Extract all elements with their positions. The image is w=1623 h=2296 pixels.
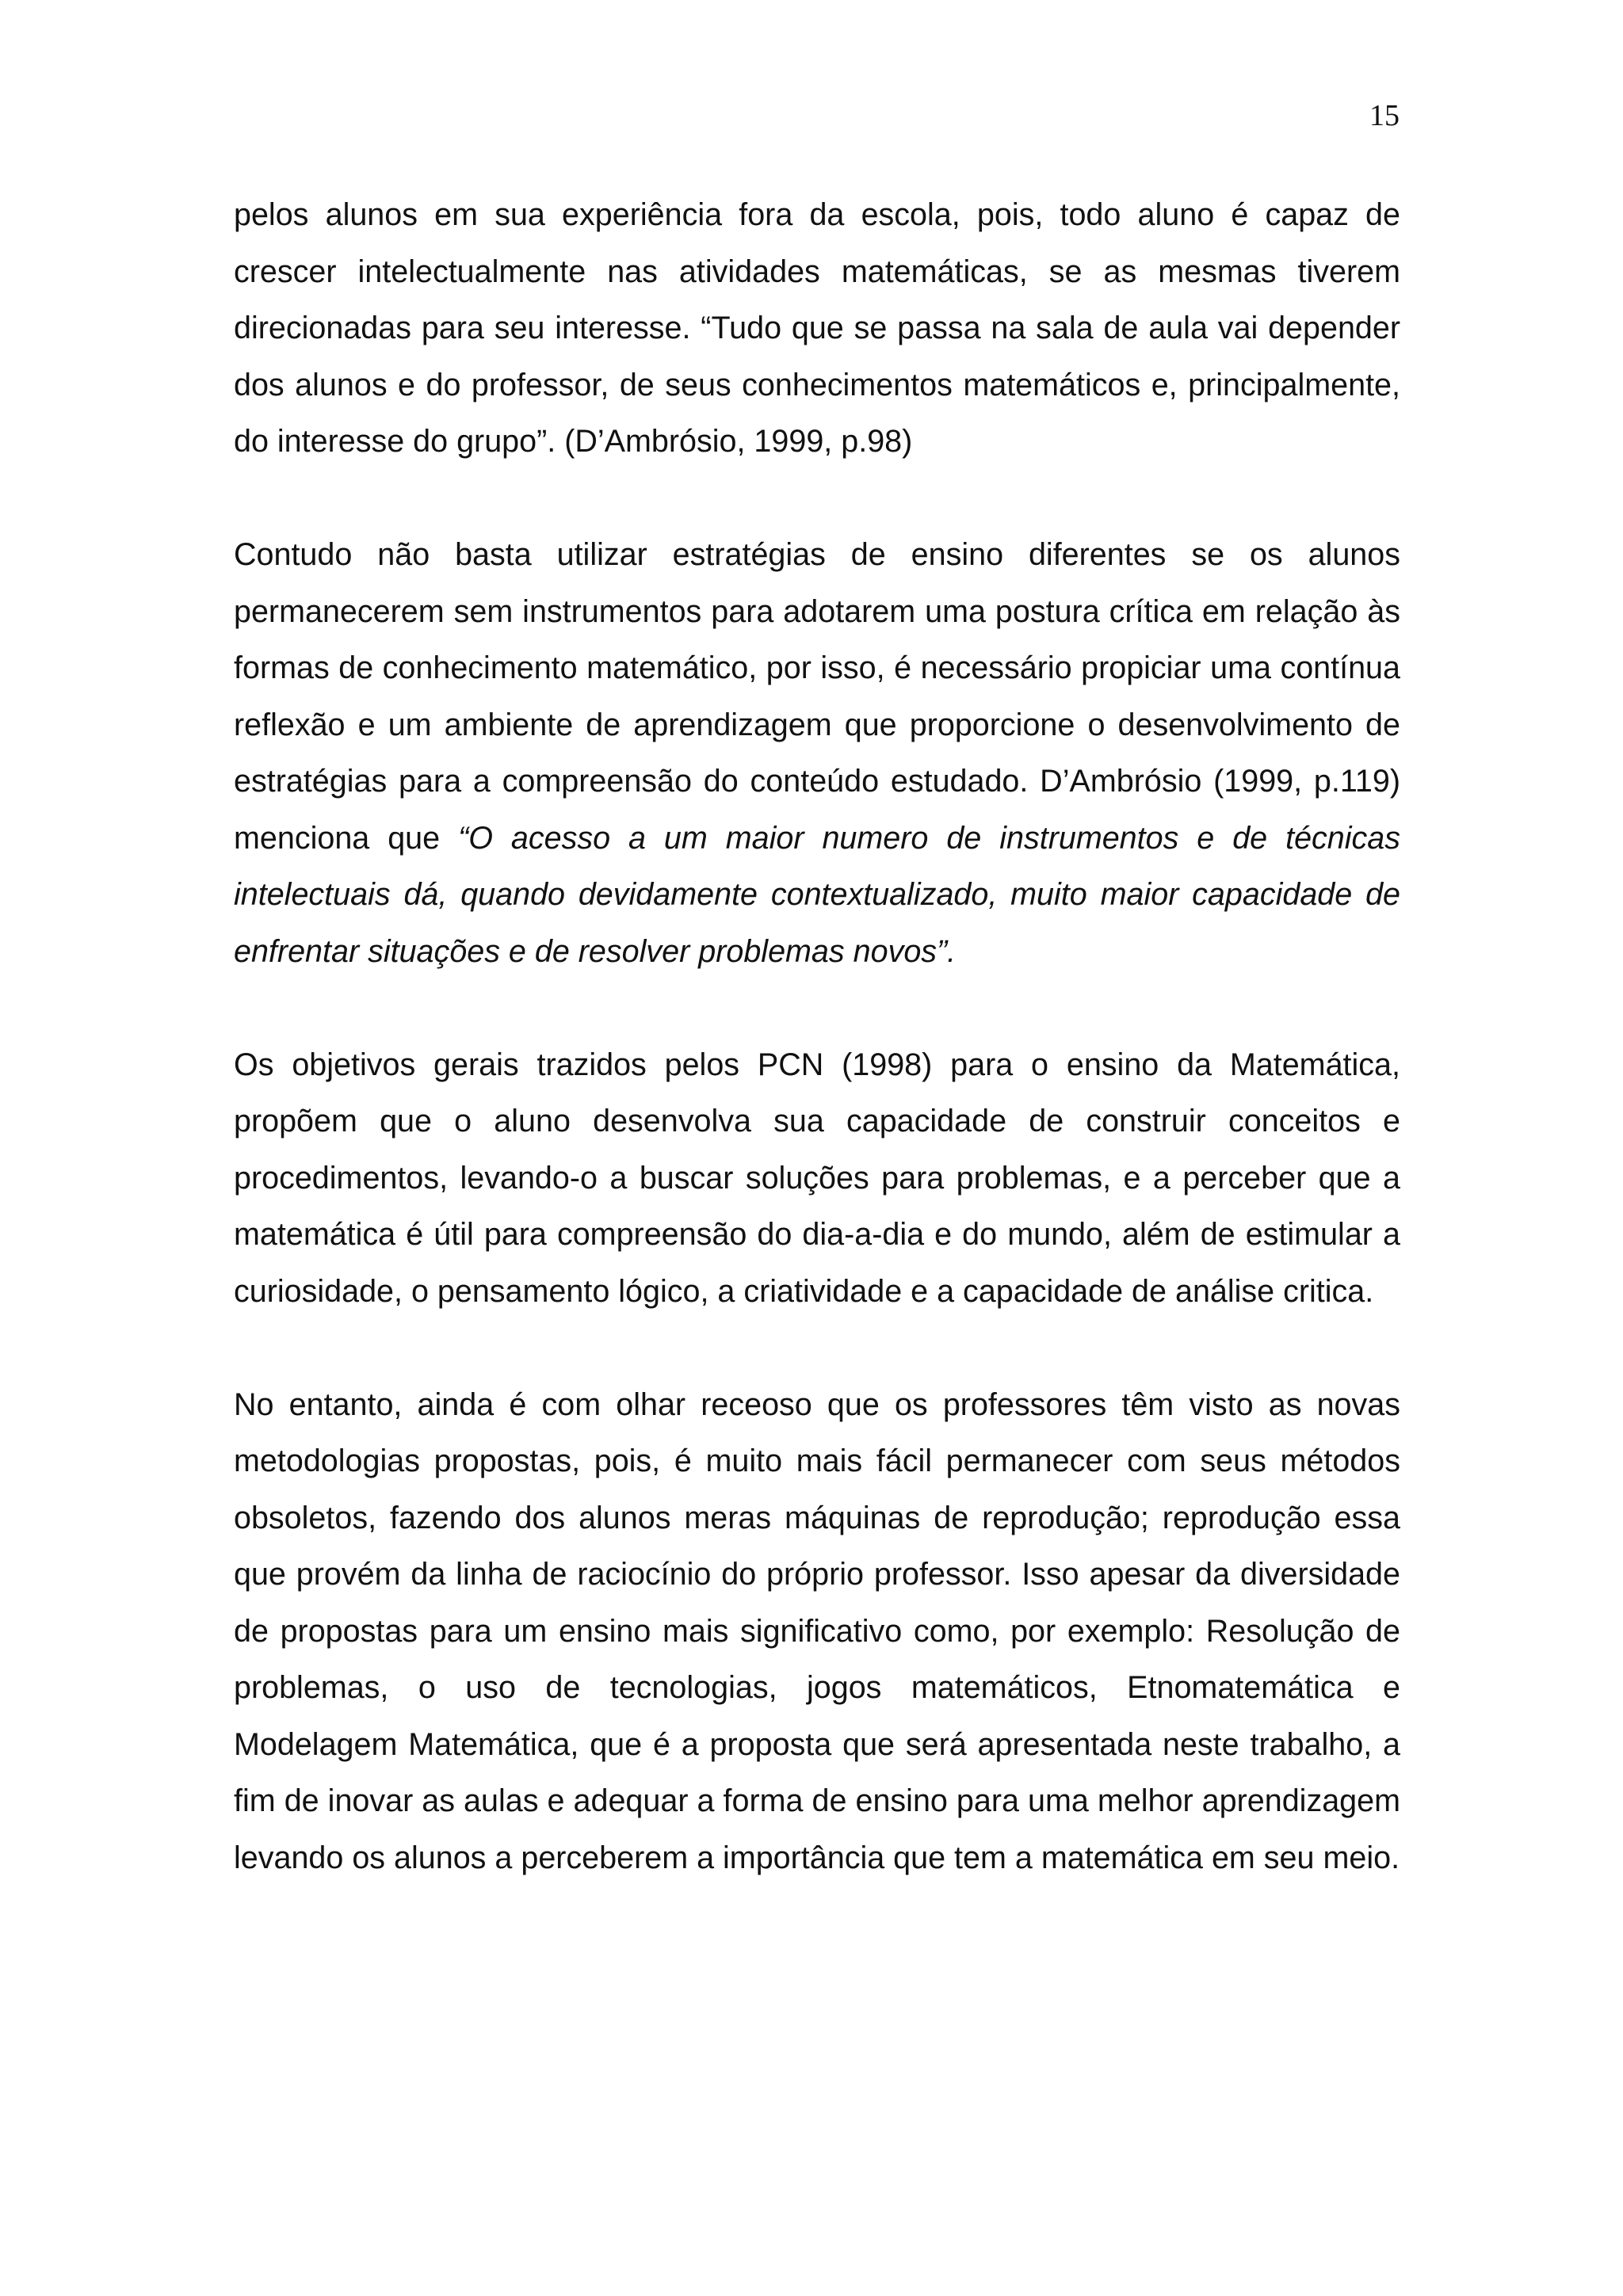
italic-quote: “O acesso a um maior numero de instrumentos e de técnicas intelectuais dá, quando devidamente contextualizado, muito maior capacidade de enfrentar situações e de resolver problemas novos”. [234,820,1400,969]
paragraph-3-text: Os objetivos gerais trazidos pelos PCN (1998) para o ensino da Matemática, propõem que o aluno desenvolva sua capacidade de construir conceitos e procedimentos, levando-o a buscar soluções para problemas, e a perceber que a matemática é útil para compreensão do dia-a-dia e do mundo, além de estimular a curiosidade, o pensamento lógico, a criatividade e a capacidade de análise critica. [234,1047,1400,1309]
paragraph-3 [234,1037,1400,1321]
paragraph-4 [234,1377,1400,1887]
paragraph-1 [234,187,1400,471]
paragraph-2-text: Contudo não basta utilizar estratégias de ensino diferentes se os alunos permanecerem sem instrumentos para adotarem uma postura crítica em relação às formas de conhecimento matemático, por isso, é necessário propiciar uma contínua reflexão e um ambiente de aprendizagem que proporcione o desenvolvimento de estratégias para a compreensão do conteúdo estudado. D’Ambrósio (1999, p.119) menciona que [234,537,1400,856]
document-body [234,187,1400,1886]
paragraph-2 [234,527,1400,980]
page-number: 15 [1369,99,1400,132]
paragraph-1-text: pelos alunos em sua experiência fora da escola, pois, todo aluno é capaz de crescer intelectualmente nas atividades matemáticas, se as mesmas tiverem direcionadas para seu interesse. “Tudo que se passa na sala de aula vai depender dos alunos e do professor, de seus conhecimentos matemáticos e, principalmente, do interesse do grupo”. (D’Ambrósio, 1999, p.98) [234,197,1400,459]
paragraph-4-text: No entanto, ainda é com olhar receoso que os professores têm visto as novas metodologias propostas, pois, é muito mais fácil permanecer com seus métodos obsoletos, fazendo dos alunos meras máquinas de reprodução; reprodução essa que provém da linha de raciocínio do próprio professor. Isso apesar da diversidade de propostas para um ensino mais significativo como, por exemplo: Resolução de problemas, o uso de tecnologias, jogos matemáticos, Etnomatemática e Modelagem Matemática, que é a proposta que será apresentada neste trabalho, a fim de inovar as aulas e adequar a forma de ensino para uma melhor aprendizagem levando os alunos a perceberem a importância que tem a matemática em seu meio. [234,1386,1400,1875]
